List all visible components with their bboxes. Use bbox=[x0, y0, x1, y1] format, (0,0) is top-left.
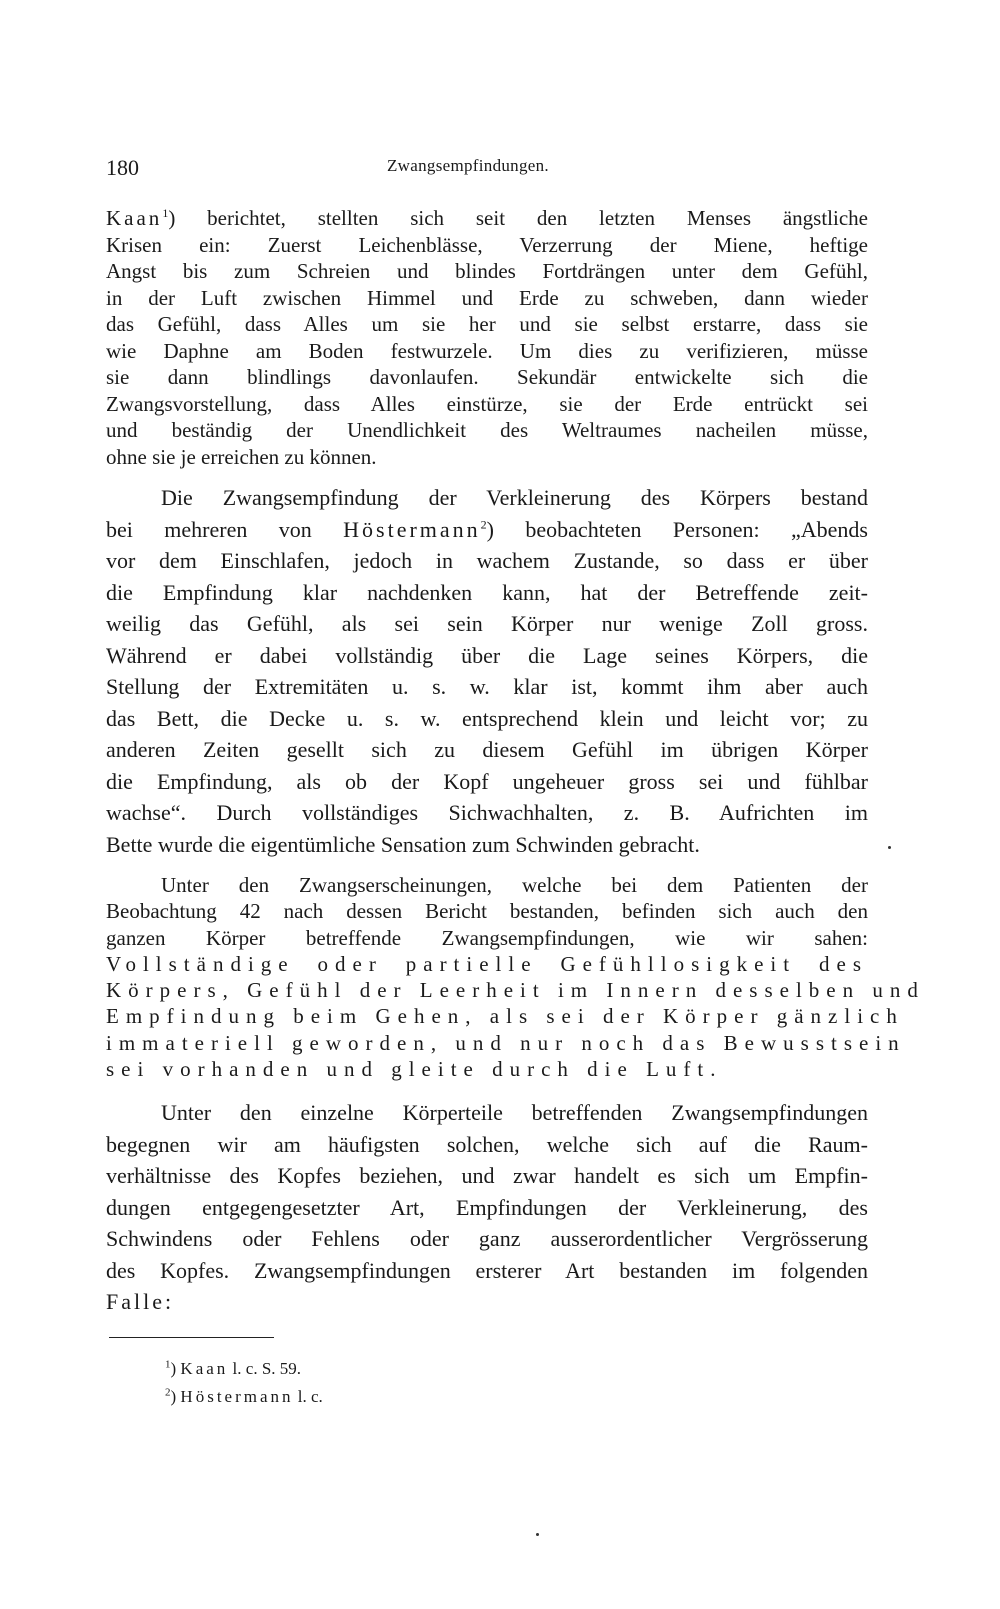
text-line: ganzen Körper betreffende Zwangsempfindungen, wie wir sahen: bbox=[106, 925, 868, 950]
spaced-text-line: sei vorhanden und gleite durch die Luft. bbox=[106, 1057, 723, 1082]
paragraph-4 bbox=[106, 1097, 868, 1318]
text-line: die Empfindung klar nachdenken kann, hat der Betreffende zeit- bbox=[106, 579, 868, 605]
footnote-ref: 1 bbox=[162, 206, 169, 220]
text-line: wie Daphne am Boden festwurzele. Um dies zu verifizieren, müsse bbox=[106, 338, 868, 363]
text-line: Bette wurde die eigentümliche Sensation zum Schwinden gebracht. bbox=[106, 831, 700, 857]
footnote-2: $^2$) Höstermann l. c. bbox=[165, 1386, 323, 1406]
text-line: Unter den einzelne Körperteile betreffenden Zwangsempfindungen bbox=[161, 1100, 868, 1125]
footnote-author: Kaan bbox=[180, 1359, 229, 1378]
paper-speck bbox=[536, 1533, 539, 1536]
text-line: Zwangsvorstellung, dass Alles einstürze, sie der Erde entrückt sei bbox=[106, 391, 868, 416]
page-header bbox=[106, 155, 886, 185]
text-line: Die Zwangsempfindung der Verkleinerung des Körpers bestand bbox=[161, 485, 868, 510]
spaced-text-line: Falle: bbox=[106, 1289, 175, 1314]
text-line: Während er dabei vollständig über die Lage seines Körpers, die bbox=[106, 642, 868, 668]
text-line: wachse“. Durch vollständiges Sichwachhalten, z. B. Aufrichten im bbox=[106, 800, 868, 825]
footnote-divider bbox=[109, 1337, 274, 1338]
spaced-text-line: immateriell geworden, und nur noch das Bewusstsein bbox=[106, 1030, 906, 1055]
footnotes bbox=[165, 1355, 323, 1411]
text-line: Kaan$^1$) berichtet, stellten sich seit den letzten Menses ängstliche bbox=[106, 206, 868, 230]
text-line: und beständig der Unendlichkeit des Weltraumes nacheilen müsse, bbox=[106, 418, 868, 442]
text-line: des Kopfes. Zwangsempfindungen ersterer Art bestanden im folgenden bbox=[106, 1257, 868, 1283]
text-line: Unter den Zwangserscheinungen, welche bei dem Patienten der bbox=[161, 873, 868, 897]
text-line: das Bett, die Decke u. s. w. entsprechend klein und leicht vor; zu bbox=[106, 705, 868, 731]
text-line: anderen Zeiten gesellt sich zu diesem Gefühl im übrigen Körper bbox=[106, 737, 868, 762]
paragraph-3 bbox=[106, 872, 925, 1082]
text-line: Stellung der Extremitäten u. s. w. klar ist, kommt ihm aber auch bbox=[106, 674, 868, 699]
footnote-author: Höstermann bbox=[180, 1387, 294, 1406]
footnote-mark: 2 bbox=[165, 1386, 171, 1399]
text-line: ohne sie je erreichen zu können. bbox=[106, 444, 377, 469]
running-head: Zwangsempfindungen. bbox=[387, 156, 549, 175]
paper-speck bbox=[888, 846, 891, 849]
text-line: verhältnisse des Kopfes beziehen, und zwar handelt es sich um Empfin- bbox=[106, 1163, 868, 1188]
spaced-text-line: Vollständige oder partielle Gefühllosigkeit des bbox=[106, 951, 868, 976]
text-line: Schwindens oder Fehlens oder ganz ausserordentlicher Vergrösserung bbox=[106, 1226, 868, 1251]
text-line: sie dann blindlings davonlaufen. Sekundär entwickelte sich die bbox=[106, 365, 868, 389]
text-line: in der Luft zwischen Himmel und Erde zu schweben, dann wieder bbox=[106, 285, 868, 310]
text-line: das Gefühl, dass Alles um sie her und sie selbst erstarre, dass sie bbox=[106, 312, 868, 336]
paragraph-2 bbox=[106, 482, 868, 860]
footnote-1: $^1$) Kaan l. c. S. 59. bbox=[165, 1358, 302, 1378]
text-line: begegnen wir am häufigsten solchen, welche sich auf die Raum- bbox=[106, 1131, 868, 1157]
text-line: vor dem Einschlafen, jedoch in wachem Zustande, so dass er über bbox=[106, 548, 868, 573]
paragraph-1 bbox=[106, 205, 868, 470]
text-line: bei mehreren von Höstermann$^2$) beobachteten Personen: „Abends bbox=[106, 516, 868, 542]
text-line: weilig das Gefühl, als sei sein Körper nur wenige Zoll gross. bbox=[106, 611, 868, 636]
spaced-text-line: Körpers, Gefühl der Leerheit im Innern desselben und bbox=[106, 978, 925, 1003]
author-name: Kaan bbox=[106, 206, 163, 230]
spaced-text-line: Empfindung beim Gehen, als sei der Körper gänzlich bbox=[106, 1004, 904, 1029]
footnote-mark: 1 bbox=[165, 1358, 171, 1371]
text-line: Krisen ein: Zuerst Leichenblässe, Verzerrung der Miene, heftige bbox=[106, 232, 868, 257]
text-line: dungen entgegengesetzter Art, Empfindungen der Verkleinerung, des bbox=[106, 1194, 868, 1220]
author-name: Höstermann bbox=[343, 516, 481, 542]
page-number: 180 bbox=[106, 155, 139, 180]
text-line: die Empfindung, als ob der Kopf ungeheuer gross sei und fühlbar bbox=[106, 768, 868, 794]
footnote-ref: 2 bbox=[480, 517, 487, 532]
text-line: Beobachtung 42 nach dessen Bericht bestanden, befinden sich auch den bbox=[106, 899, 868, 924]
text-line: Angst bis zum Schreien und blindes Fortdrängen unter dem Gefühl, bbox=[106, 259, 868, 283]
